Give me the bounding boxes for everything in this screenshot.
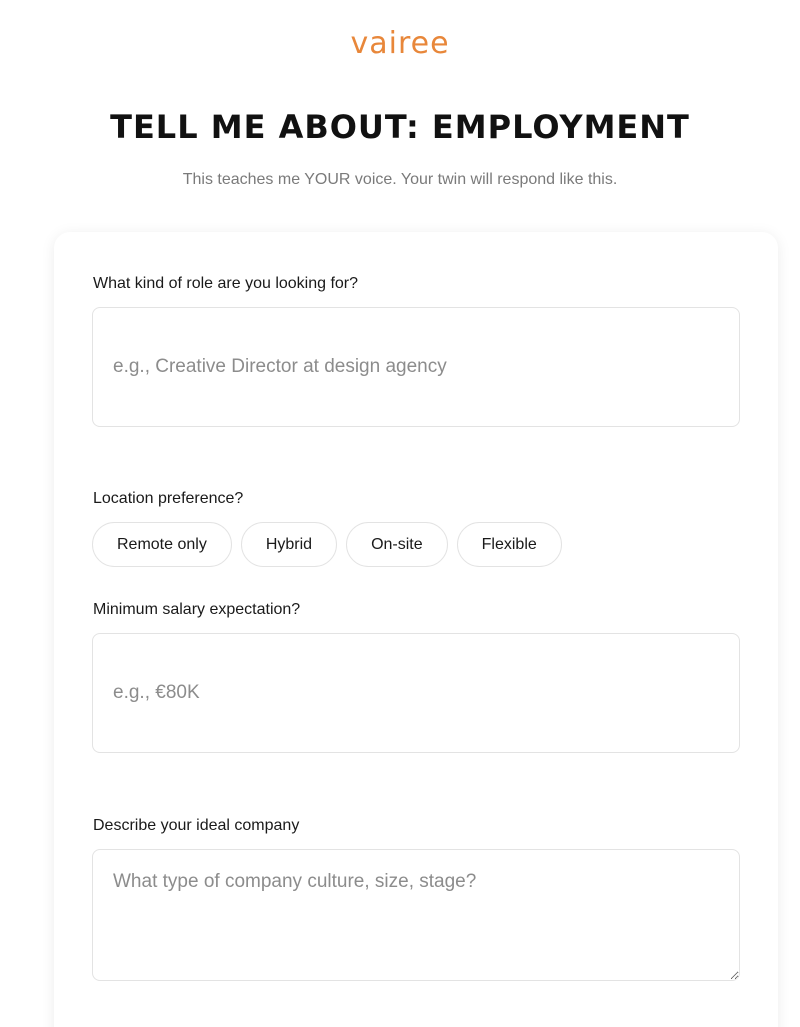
form-card — [54, 232, 778, 1027]
company-label: Describe your ideal company — [93, 817, 300, 834]
location-option-flexible[interactable]: Flexible — [457, 522, 562, 567]
location-options — [92, 522, 562, 567]
page-title: TELL ME ABOUT: EMPLOYMENT — [110, 108, 690, 146]
company-textarea[interactable] — [92, 849, 740, 981]
page-subtitle: This teaches me YOUR voice. Your twin will respond like this. — [182, 171, 618, 188]
salary-input[interactable] — [92, 633, 740, 753]
location-option-hybrid[interactable]: Hybrid — [241, 522, 337, 567]
location-option-remote-only[interactable]: Remote only — [92, 522, 232, 567]
brand-logo: vairee — [350, 26, 450, 61]
role-input[interactable] — [92, 307, 740, 427]
location-option-on-site[interactable]: On-site — [346, 522, 448, 567]
role-label: What kind of role are you looking for? — [93, 275, 359, 292]
location-label: Location preference? — [93, 490, 244, 507]
salary-label: Minimum salary expectation? — [93, 601, 301, 618]
